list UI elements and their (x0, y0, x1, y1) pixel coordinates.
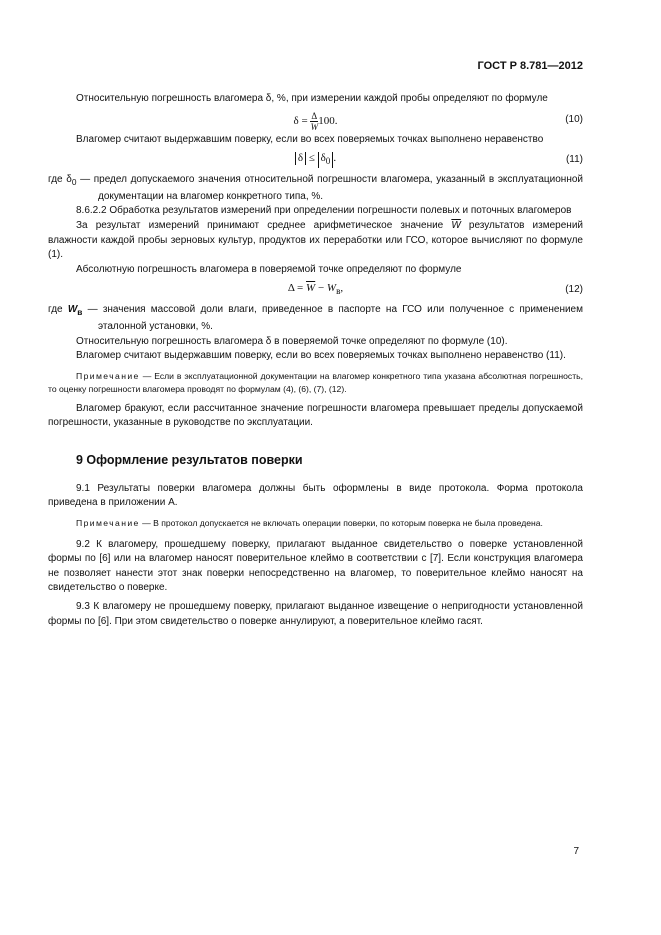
note-text: — Если в эксплуатационной документации на влагомер конкретного типа указана абсолютная погрешность, то оценку погрешности влагомера проводят по формулам (4), (6), (7), (12). (48, 370, 583, 394)
paragraph-absolute-error: Абсолютную погрешность влагомера в поверяемой точке определяют по формуле (76, 263, 462, 275)
note-protocol (48, 517, 583, 530)
delta0-sub: 0 (71, 177, 77, 188)
clause-8-6-2-2: 8.6.2.2 Обработка результатов измерений при определении погрешности полевых и поточных влагомеров (76, 205, 572, 217)
mean-value-symbol: $\overline{W}$ (451, 219, 461, 231)
mean-value-a: За результат измерений принимают среднее арифметическое значение (76, 219, 452, 231)
wv-prefix: где (48, 304, 68, 316)
formula-12-lhs: Δ = (287, 282, 307, 295)
formula-11-lhs: δ (297, 152, 304, 165)
paragraph-reject: Влагомер бракуют, если рассчитанное значение погрешности влагомера превышает пределы допускаемой погрешности, указанные в руководстве по эксплуатации. (48, 402, 583, 429)
formula-10-lhs: δ = (293, 114, 311, 127)
formula-12-tail: , (340, 282, 344, 295)
paragraph-mean-value (48, 219, 583, 263)
paragraph-passed-condition-2: Влагомер считают выдержавшим поверку, если во всех поверяемых точках выполнено неравенство (11). (76, 350, 566, 362)
formula-12-w-sub: в (336, 286, 341, 297)
note-label: Примечание (76, 517, 140, 528)
paragraph-wv-def (48, 303, 583, 334)
formula-12-number: (12) (565, 284, 583, 296)
clause-9-3: 9.3 К влагомеру не прошедшему поверку, прилагают выданное извещение о непригодности установленной формы по [6]. При этом свидетельство о поверке аннулируют, а поверительное клеймо гасят. (48, 601, 583, 627)
delta0-text: — предел допускаемого значения относительной погрешности влагомера, указанный в эксплуатационной документации на влагомер конкретного типа, %. (76, 174, 583, 202)
formula-11-number: (11) (565, 154, 583, 166)
formula-10-number: (10) (565, 113, 583, 125)
mean-value-b: результатов измерений влажности каждой пробы зерновых культур, продуктов их переработки или ГСО, которое вычисляют по формуле (1). (48, 219, 583, 261)
formula-11-rhs-sub: 0 (325, 156, 331, 167)
formula-11-expression (48, 151, 583, 168)
wv-symbol: W (67, 304, 78, 316)
clause-9-2: 9.2 К влагомеру, прошедшему поверку, прилагают выданное свидетельство о поверке установленной формы по [6] или на влагомер наносят поверительное клеймо в соответствии с [7]. Если конструкция влагомера не позволяет нанести этот знак поверки непосредственно на влагомер, то поверительное клеймо наносят на свидетельство о поверке. (48, 538, 583, 594)
paragraph-relative-error: Относительную погрешность влагомера δ, %, при измерении каждой пробы определяют по формуле (76, 93, 548, 104)
delta0-prefix: где δ (48, 174, 72, 186)
note-label: Примечание (76, 370, 140, 381)
paragraph-relative-point: Относительную погрешность влагомера δ в поверяемой точке определяют по формуле (10). (76, 335, 508, 347)
document-body (48, 92, 583, 629)
paragraph-passed-condition: Влагомер считают выдержавшим поверку, если во всех поверяемых точках выполнено неравенство (76, 133, 544, 145)
note-text: — В протокол допускается не включать операции поверки, по которым поверка не была проведена. (139, 517, 543, 528)
standard-header: ГОСТ Р 8.781—2012 (477, 60, 583, 72)
section-heading-9: 9 Оформление результатов поверки (76, 452, 303, 467)
wv-text: — значения массовой доли влаги, приведенное в паспорте на ГСО или полученное с применением эталонной установки, %. (82, 304, 583, 332)
note-absolute-error (48, 370, 583, 396)
formula-11 (48, 147, 583, 173)
formula-10-rhs: 100. (318, 114, 338, 127)
paragraph-delta0-def (48, 173, 583, 204)
clause-9-1: 9.1 Результаты поверки влагомера должны быть оформлены в виде протокола. Форма протокола приведена в приложении А. (48, 482, 583, 509)
formula-11-rhs: δ (320, 152, 326, 165)
formula-12-expression (48, 281, 583, 299)
formula-12 (48, 277, 583, 303)
formula-10 (48, 107, 583, 133)
wv-sub: в (77, 307, 83, 318)
page-number: 7 (573, 846, 579, 857)
formula-12-minus: − (315, 282, 327, 295)
formula-10-numerator: Δ (311, 110, 318, 121)
formula-12-w: W (326, 282, 337, 295)
formula-11-operator: ≤ (306, 152, 318, 165)
formula-11-tail: . (333, 152, 337, 165)
formula-10-denominator: W (310, 121, 319, 132)
formula-12-mean: $\overline{W}$ (306, 282, 316, 295)
formula-11-abs-rhs (318, 152, 337, 168)
formula-10-expression (48, 111, 583, 132)
formula-11-abs-lhs (295, 152, 306, 165)
